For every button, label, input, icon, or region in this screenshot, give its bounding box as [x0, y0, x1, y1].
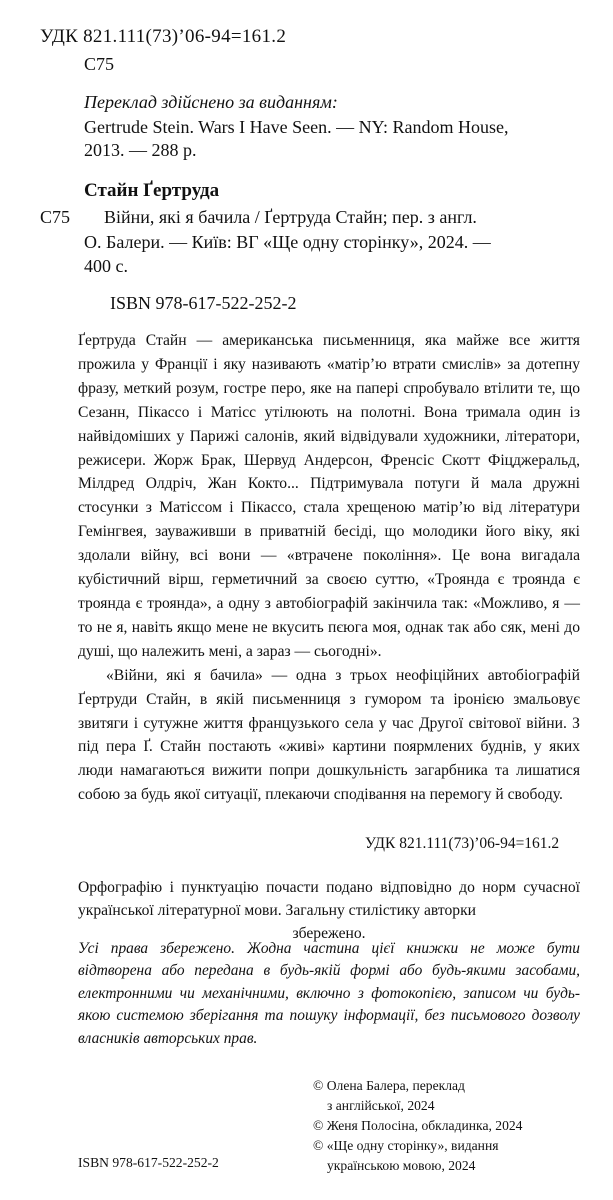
isbn-bottom: ISBN 978-617-522-252-2 [78, 1155, 219, 1170]
orthography-note-last: збережено. [292, 925, 366, 942]
catalog-entry-line-1: Війни, які я бачила / Ґертруда Стайн; пер. з англ. [104, 207, 477, 227]
orthography-note [78, 876, 580, 945]
catalog-entry-line-3: 400 с. [84, 256, 128, 276]
original-edition-line-2: 2013. — 288 p. [84, 140, 197, 160]
catalog-entry-line-2: О. Балери. — Київ: ВГ «Ще одну сторінку», 2024. — [84, 232, 491, 252]
author-heading: Стайн Ґертруда [84, 180, 220, 201]
copyright-edition: © «Ще одну сторінку», видання [313, 1138, 499, 1153]
rights-notice: Усі права збережено. Жодна частина цієї книжки не може бути відтворена або передана в будь-якій формі або будь-якими засобами, електронними чи механічними, включно з фотокопією, записом чи будь-якою системою зберігання та пошуку інформації, без письмового дозволу власників авторських прав. [78, 940, 580, 1047]
translation-source-label: Переклад здійснено за виданням: [84, 92, 338, 112]
annotation-paragraph-2: «Війни, які я бачила» — одна з трьох неофіційних автобіографій Ґертруди Стайн, в якій письменниця з гумором та іронією змальовує звитяги і сутужне життя французького села у час Другої світової війни. З під пера Ґ. Стайн постають «живі» картини поярмлених буднів, у яких люди намагаються вижити попри дошкульність загарбника та лишатися собою за будь якої ситуації, плекаючи сподівання на перемогу й свободу. [78, 666, 580, 804]
shelf-code-top: С75 [84, 54, 115, 74]
book-annotation [78, 329, 580, 807]
annotation-paragraph-1: Ґертруда Стайн — американська письменниця, яка майже все життя прожила у Франції і яку називають «матір’ю втрати смислів» за дотепну фразу, меткий розум, гостре перо, яке на папері спробувало втілити те, що Сезанн, Пікассо і Матісс утілюють на полотні. Вона тримала один із найвідоміших у Парижі салонів, який відвідували художники, літератори, режисери. Жорж Брак, Шервуд Андерсон, Френсіс Скотт Фіцджеральд, Мілдред Олдріч, Жан Кокто... Підтримувала потуги й мала дружні стосунки з Матіссом і Пікассо, стала хрещеною матір’ю від літератури Гемінгвея, зауваживши в приватній бесіді, що молодики його віку, які здолали війну, всі вони — «втрачене покоління». Це вона вигадала кубістичний вірш, герметичний за своєю суттю, «Троянда є троянда є троянда є троянда», а одну з автобіографій закінчила так: «Можливо, я — то не я, навіть якщо мене не вкусить пєюга моя, однак так або сяк, мені до душі, що належить мені, а зараз — сьогодні». [78, 332, 580, 660]
catalog-shelf-code: С75 [40, 207, 71, 227]
copyright-translation: © Олена Балера, переклад [313, 1078, 465, 1093]
copyright-block [313, 1076, 603, 1176]
udk-code-top: УДК 821.111(73)’06-94=161.2 [40, 26, 287, 47]
copyright-cover: © Женя Полосіна, обкладинка, 2024 [313, 1118, 523, 1133]
copyright-translation-cont: з англійської, 2024 [327, 1098, 435, 1113]
orthography-note-main: Орфографію і пунктуацію почасти подано відповідно до норм сучасної української літературної мови. Загальну стилістику авторки [78, 879, 580, 919]
udk-code-bottom: УДК 821.111(73)’06-94=161.2 [365, 835, 560, 852]
original-edition-line-1: Gertrude Stein. Wars I Have Seen. — NY: Random House, [84, 117, 509, 137]
isbn-main: ISBN 978-617-522-252-2 [110, 293, 297, 313]
copyright-edition-cont: українською мовою, 2024 [327, 1158, 476, 1173]
